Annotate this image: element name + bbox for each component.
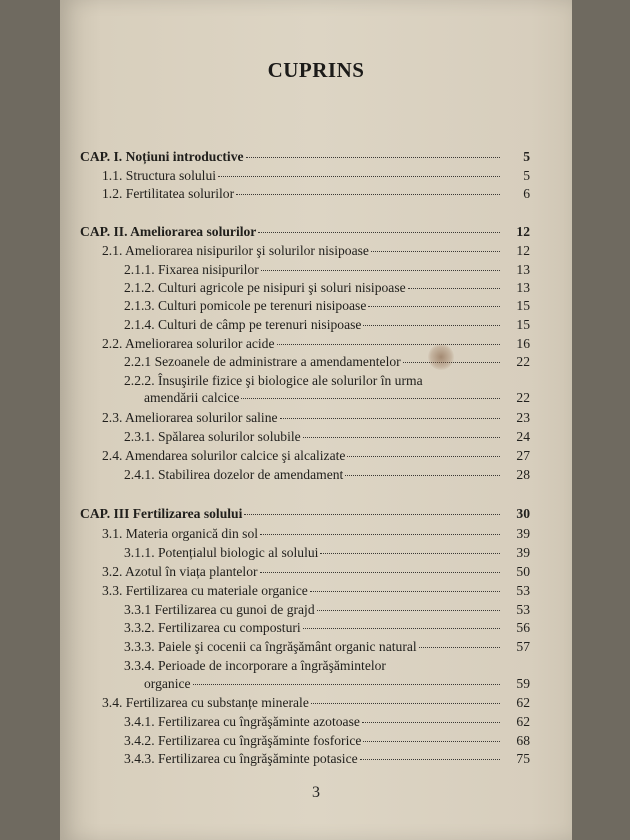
toc-entry: 2.1.4. Culturi de câmp pe terenuri nisipoase 15 xyxy=(124,317,530,332)
toc-entry: 3.4.3. Fertilizarea cu îngrăşăminte potasice 75 xyxy=(124,751,530,766)
toc-entry: 3.3.3. Paiele şi cocenii ca îngrăşământ organic natural 57 xyxy=(124,639,530,654)
toc-entry: 2.3. Ameliorarea solurilor saline 23 xyxy=(102,410,530,425)
paper-stain xyxy=(428,344,454,370)
toc-entry: 2.1.2. Culturi agricole pe nisipuri şi soluri nisipoase 13 xyxy=(124,280,530,295)
toc-entry: 3.3. Fertilizarea cu materiale organice 53 xyxy=(102,583,530,598)
toc-entry: 3.1. Materia organică din sol 39 xyxy=(102,526,530,541)
toc-entry: 2.2. Ameliorarea solurilor acide 16 xyxy=(102,336,530,351)
toc-entry: 2.4.1. Stabilirea dozelor de amendament 28 xyxy=(124,467,530,482)
book-page xyxy=(60,0,572,840)
toc-chapter-3: CAP. III Fertilizarea solului 30 xyxy=(80,506,530,521)
toc-entry: 1.2. Fertilitatea solurilor 6 xyxy=(102,186,530,201)
table-of-contents xyxy=(60,0,572,840)
toc-entry: 3.3.4. Perioade de incorporare a îngrăşămintelor xyxy=(124,658,386,673)
toc-entry: 3.4.1. Fertilizarea cu îngrăşăminte azotoase 62 xyxy=(124,714,530,729)
toc-chapter-1: CAP. I. Noțiuni introductive 5 xyxy=(80,149,530,164)
toc-entry: 3.3.2. Fertilizarea cu composturi 56 xyxy=(124,620,530,635)
toc-entry: 3.4. Fertilizarea cu substanțe minerale 62 xyxy=(102,695,530,710)
toc-entry: 2.3.1. Spălarea solurilor solubile 24 xyxy=(124,429,530,444)
toc-entry: 3.4.2. Fertilizarea cu îngrăşăminte fosforice 68 xyxy=(124,733,530,748)
toc-entry: 2.2.1 Sezoanele de administrare a amendamentelor 22 xyxy=(124,354,530,369)
toc-entry: 3.1.1. Potențialul biologic al solului 39 xyxy=(124,545,530,560)
toc-entry-continuation: amendării calcice 22 xyxy=(144,390,530,405)
page-title: CUPRINS xyxy=(267,58,365,82)
toc-entry: 2.1. Ameliorarea nisipurilor şi solurilor nisipoase 12 xyxy=(102,243,530,258)
page-number: 3 xyxy=(312,784,320,801)
toc-entry: 3.2. Azotul în viața plantelor 50 xyxy=(102,564,530,579)
toc-entry: 3.3.1 Fertilizarea cu gunoi de grajd 53 xyxy=(124,602,530,617)
toc-entry-continuation: organice 59 xyxy=(144,676,530,691)
toc-chapter-2: CAP. II. Ameliorarea solurilor 12 xyxy=(80,224,530,239)
toc-entry: 2.1.1. Fixarea nisipurilor 13 xyxy=(124,262,530,277)
toc-entry: 2.1.3. Culturi pomicole pe terenuri nisipoase 15 xyxy=(124,298,530,313)
toc-entry: 2.4. Amendarea solurilor calcice şi alcalizate 27 xyxy=(102,448,530,463)
toc-entry: 2.2.2. Însuşirile fizice şi biologice ale solurilor în urma xyxy=(124,373,423,388)
toc-entry: 1.1. Structura solului 5 xyxy=(102,168,530,183)
